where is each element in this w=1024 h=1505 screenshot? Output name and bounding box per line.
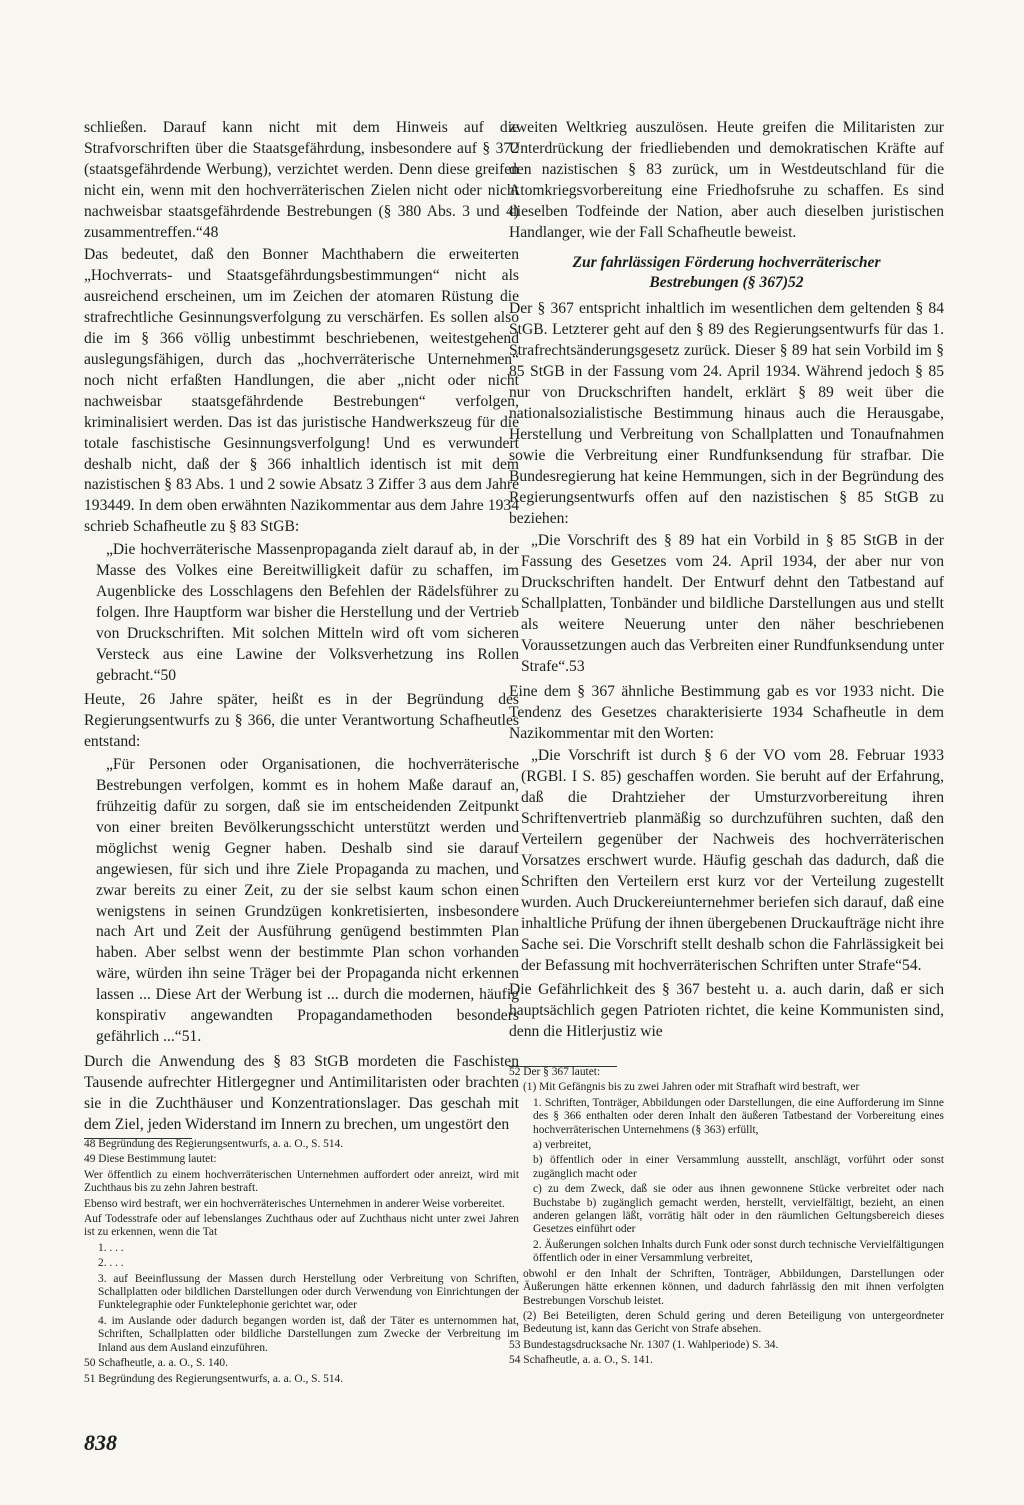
block-quote: „Die Vorschrift ist durch § 6 der VO vom 28. Februar 1933 (RGBl. I S. 85) geschaffen worden. Sie beruht auf der Erfahrung, daß die Drahtzieher der Umsturzvorbereitung ihren Schriftenvertrieb planmäßig so durchzuführen suchten, daß den Verteilern gegenüber der Nachweis des hochverräterischen Vorsatzes erschwert wurde. Häufig geschah das dadurch, daß die Schriften den Verteilern erst kurz vor der Verteilung zugestellt wurden. Auch Druckereiunternehmer beriefen sich darauf, daß eine inhaltliche Prüfung der ihnen übergebenen Druckaufträge nicht ihre Sache sei. Die Vorschrift stellt deshalb schon die Fahrlässigkeit bei der Befassung mit hochverräterischen Schriften unter Strafe“54. (521, 747, 944, 974)
body-paragraph: Die Gefährlichkeit des § 367 besteht u. a. auch darin, daß er sich hauptsächlich gegen Patrioten richtet, die keine Kommunisten sind, denn die Hitlerjustiz wie (509, 981, 944, 1041)
footnote: 51 Begründung des Regierungsentwurfs, a. a. O., S. 514. (84, 1372, 344, 1385)
footnote-line: Wer öffentlich zu einem hochverräterischen Unternehmen auffordert oder anreizt, wird mit Zuchthaus bis zu zehn Jahren bestraft. (84, 1168, 519, 1195)
section-heading (509, 253, 944, 293)
footnote-item: (1) Mit Gefängnis bis zu zwei Jahren oder mit Strafhaft wird bestraft, wer (523, 1081, 860, 1094)
footnotes-right (509, 1066, 944, 1370)
body-paragraph: Durch die Anwendung des § 83 StGB mordeten die Faschisten Tausende aufrechter Hitlergegner und Antimilitaristen oder brachten sie in die Zuchthäuser und Konzentrationslager. Das geschah mit dem Ziel, jeden Widerstand im Innern zu brechen, um ungestört den (84, 1052, 519, 1133)
footnote-item: a) verbreitet, (533, 1139, 592, 1152)
block-quote: „Die hochverräterische Massenpropaganda zielt darauf ab, in der Masse des Volkes eine Bereitwilligkeit dafür zu schaffen, im Augenblicke des Losschlagens den Befehlen der Rädelsführer zu folgen. Ihre Hauptform war bisher die Herstellung und der Vertrieb von Druckschriften. Mit solchen Mitteln wird oft vom sicheren Versteck aus eine Lawine der Volksverhetzung ins Rollen gebracht.“50 (96, 541, 519, 684)
section-heading-line: Zur fahrlässigen Förderung hochverräterischer (572, 254, 881, 272)
footnote: 50 Schafheutle, a. a. O., S. 140. (84, 1357, 228, 1370)
body-paragraph: Heute, 26 Jahre später, heißt es in der Begründung des Regierungsentwurfs zu § 366, die unter Verantwortung Schafheutles entstand: (84, 691, 519, 751)
footnote-item: obwohl er den Inhalt der Schriften, Tonträger, Abbildungen, Darstellungen oder Äußerungen hätte erkennen können, und dadurch fahrlässig den mit ihnen verfolgten Bestrebungen Vorschub leistet. (523, 1267, 944, 1307)
footnote-item: b) öffentlich oder in einer Versammlung ausstellt, anschlägt, vorführt oder sonst zugänglich macht oder (533, 1154, 944, 1180)
footnote-line: Ebenso wird bestraft, wer ein hochverräterisches Unternehmen in anderer Weise vorbereitet. (84, 1197, 505, 1210)
footnotes-left (84, 1138, 519, 1388)
footnote-item: 2. Äußerungen solchen Inhalts durch Funk oder sonst durch technische Vervielfältigungen öffentlich oder in einer Versammlung verbreitet, (533, 1238, 944, 1265)
footnote-item: 2. . . . (98, 1257, 124, 1270)
right-column (509, 118, 944, 1367)
footnote-item: 1. Schriften, Tonträger, Abbildungen oder Darstellungen, die eine Aufforderung im Sinne des § 366 enthalten oder deren Inhalt den äußeren Tatbestand der Vorbereitung eines hochverräterischen Unternehmens (§ 363) erfüllt, (533, 1096, 944, 1136)
body-paragraph: Der § 367 entspricht inhaltlich im wesentlichen dem geltenden § 84 StGB. Letzterer geht auf den § 89 des Regierungsentwurfs für das 1. Strafrechtsänderungsgesetz zurück. Dieser § 89 hat sein Vorbild im § 85 StGB in der Fassung vom 24. April 1934. Während jedoch § 85 nur von Druckschriften handelt, erklärt § 89 weit über die nationalsozialistische Bestimmung hinaus auch die Herausgabe, Herstellung und Verbreitung von Schallplatten und Tonaufnahmen sowie die Verbreitung einer Rundfunksendung für strafbar. Die Bundesregierung hat keine Hemmungen, sich in der Begründung des Regierungsentwurfs offen auf den nazistischen § 85 StGB zu beziehen: (509, 300, 944, 527)
block-quote: „Für Personen oder Organisationen, die hochverräterische Bestrebungen verfolgen, kommt es in hohem Maße darauf an, frühzeitig dafür zu sorgen, daß sie im entscheidenden Zeitpunkt von einer breiten Bevölkerungsschicht unterstützt werden und möglichst wenig Gegner haben. Deshalb sind sie darauf angewiesen, für sich und ihre Ziele Propaganda zu machen, und zwar bereits zu einer Zeit, zu der sie selbst kaum schon einen wenigstens in seinen Grundzügen konkretisierten, insbesondere nach Art und Zeit der Ausführung genügend bestimmten Plan haben. Aber selbst wenn der bestimmte Plan schon vorhanden wäre, würden ihn seine Träger bei der Propaganda nicht erkennen lassen ... Diese Art der Werbung ist ... durch die modernen, häufig konspirativ angewandten Propagandamethoden besonders gefährlich ...“51. (96, 756, 519, 1045)
footnote-item: 1. . . . (98, 1241, 124, 1254)
footnote-item: (2) Bei Beteiligten, deren Schuld gering und deren Beteiligung von untergeordneter Bedeutung ist, kann das Gericht von Strafe absehen. (523, 1309, 944, 1336)
footnote: 49 Diese Bestimmung lautet: (84, 1153, 217, 1166)
footnote: 52 Der § 367 lautet: (509, 1066, 601, 1078)
body-paragraph: schließen. Darauf kann nicht mit dem Hinweis auf die Strafvorschriften über die Staatsgefährdung, insbesondere auf § 372 (staatsgefährdende Werbung), verzichtet werden. Denn diese greifen nicht ein, wenn mit den hochverräterischen Zielen nicht oder nicht nachweisbar staatsgefährdende Bestrebungen (§ 380 Abs. 3 und 4) zusammentreffen.“48 (84, 119, 519, 241)
footnote-item: 3. auf Beeinflussung der Massen durch Herstellung oder Verbreitung von Schriften, Schallplatten oder bildlichen Darstellungen oder durch Verwendung von Einrichtungen der Funktelegraphie oder Funktelephonie gerichtet war, oder (98, 1272, 519, 1312)
footnote-item: 4. im Auslande oder dadurch begangen worden ist, daß der Täter es unternommen hat, Schriften, Schallplatten oder bildliche Darstellungen zum Zwecke der Verbreitung im Inland aus dem Ausland einzuführen. (98, 1314, 519, 1354)
footnote-line: Auf Todesstrafe oder auf lebenslanges Zuchthaus oder auf Zuchthaus nicht unter zwei Jahren ist zu erkennen, wenn die Tat (84, 1213, 519, 1239)
section-heading-line: Bestrebungen (§ 367)52 (649, 274, 804, 292)
left-column (84, 118, 519, 1385)
page-number: 838 (84, 1430, 117, 1455)
footnote: 54 Schafheutle, a. a. O., S. 141. (509, 1354, 653, 1367)
footnote-item: c) zu dem Zweck, daß sie oder aus ihnen gewonnene Stücke verbreitet oder nach Buchstabe b) zugänglich gemacht werden, herstellt, vervielfältigt, bezieht, an einen anderen gelangen läßt, vorrätig hält oder in den räumlichen Geltungsbereich dieses Gesetzes einführt oder (533, 1183, 944, 1236)
body-paragraph: Das bedeutet, daß den Bonner Machthabern die erweiterten „Hochverrats- und Staatsgefährdungsbestimmungen“ nicht als ausreichend erscheinen, um im Zeichen der atomaren Rüstung die strafrechtliche Gesinnungsverfolgung zu verschärfen. Es sollen also die im § 366 völlig unbestimmt beschriebenen, weitestgehend auslegungsfähigen, durch das „hochverräterische Unternehmen“ noch nicht erfaßten Handlungen, die aber „nicht oder nicht nachweisbar staatsgefährdende Bestrebungen“ verfolgen, kriminalisiert werden. Das ist das juristische Handwerkszeug für die totale faschistische Gesinnungsverfolgung! Und es verwundert deshalb nicht, daß der § 366 inhaltlich identisch ist mit dem nazistischen § 83 Abs. 1 und 2 sowie Absatz 3 Ziffer 3 aus dem Jahre 193449. In dem oben erwähnten Nazikommentar aus dem Jahre 1934 schrieb Schafheutle zu § 83 StGB: (84, 246, 519, 536)
footnote: 53 Bundestagsdrucksache Nr. 1307 (1. Wahlperiode) S. 34. (509, 1338, 779, 1351)
footnote: 48 Begründung des Regierungsentwurfs, a. a. O., S. 514. (84, 1138, 344, 1150)
body-paragraph: zweiten Weltkrieg auszulösen. Heute greifen die Militaristen zur Unterdrückung der friedliebenden und demokratischen Kräfte auf den nazistischen § 83 zurück, um in Westdeutschland für die Atomkriegsvorbereitung eine Friedhofsruhe zu schaffen. Es sind dieselben Todfeinde der Nation, aber auch dieselben juristischen Handlanger, wie der Fall Schafheutle beweist. (509, 119, 944, 241)
body-paragraph: Eine dem § 367 ähnliche Bestimmung gab es vor 1933 nicht. Die Tendenz des Gesetzes charakterisierte 1934 Schafheutle in dem Nazikommentar mit den Worten: (509, 682, 944, 742)
block-quote: „Die Vorschrift des § 89 hat ein Vorbild in § 85 StGB in der Fassung des Gesetzes vom 24. April 1934, der aber nur von Druckschriften handelt. Der Entwurf dehnt den Tatbestand auf Schallplatten, Tonbänder und bildliche Darstellungen aus und stellt als weitere Neuerung unter den näher beschriebenen Voraussetzungen auch das Verbreiten einer Rundfunksendung unter Strafe“.53 (521, 532, 944, 675)
